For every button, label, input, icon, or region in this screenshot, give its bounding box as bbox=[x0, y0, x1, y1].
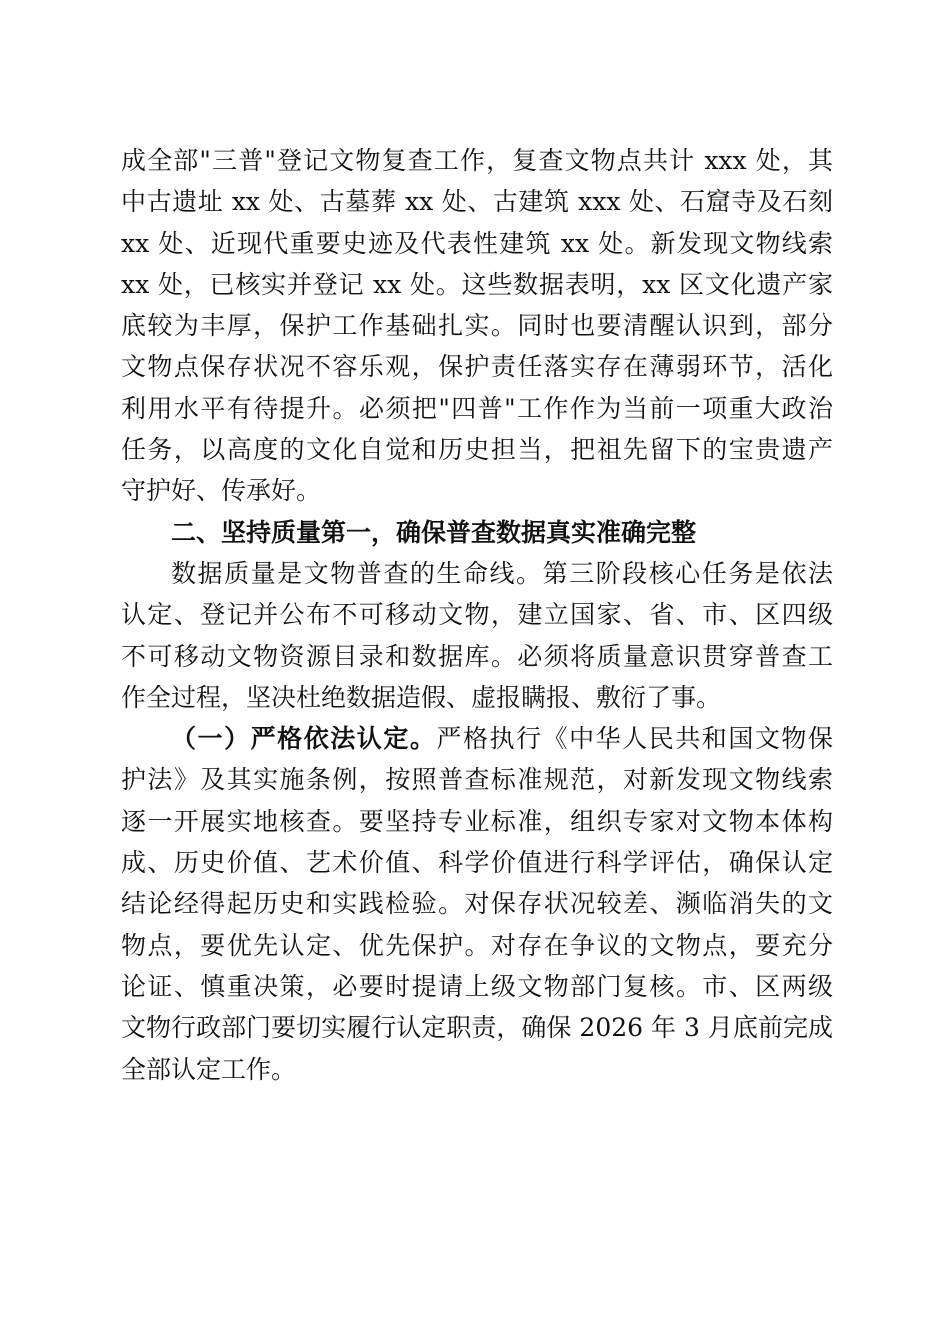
text-line: 守护好、传承好。 bbox=[121, 476, 322, 506]
paragraph-2 bbox=[121, 553, 833, 718]
document-body bbox=[121, 140, 833, 1090]
text-line: 文物点保存状况不容乐观，保护责任落实存在薄弱环节，活化 bbox=[121, 352, 833, 382]
text-line bbox=[121, 718, 833, 759]
subsection-lead: （一）严格依法认定。 bbox=[171, 724, 437, 754]
paragraph-1 bbox=[121, 140, 833, 512]
text-line: 结论经得起历史和实践检验。对保存状况较差、濒临消失的文 bbox=[121, 889, 833, 919]
text-line: 成全部"三普"登记文物复查工作，复查文物点共计 xxx 处，其 bbox=[121, 146, 833, 175]
text-line: xx 处、近现代重要史迹及代表性建筑 xx 处。新发现文物线索 bbox=[121, 228, 833, 258]
text-line: 成、历史价值、艺术价值、科学价值进行科学评估，确保认定 bbox=[121, 848, 833, 878]
text-line: 论证、慎重决策，必要时提请上级文物部门复核。市、区两级 bbox=[121, 971, 833, 1001]
paragraph-3 bbox=[121, 718, 833, 1090]
text-line: 认定、登记并公布不可移动文物，建立国家、省、市、区四级 bbox=[121, 600, 833, 630]
text-line: 利用水平有待提升。必须把"四普"工作作为当前一项重大政治 bbox=[121, 393, 833, 423]
section-heading-2: 二、坚持质量第一，确保普查数据真实准确完整 bbox=[171, 517, 697, 547]
text-line: 作全过程，坚决杜绝数据造假、虚报瞒报、敷衍了事。 bbox=[121, 682, 722, 712]
text-line: 护法》及其实施条例，按照普查标准规范，对新发现文物线索 bbox=[121, 765, 833, 795]
text-line: 逐一开展实地核查。要坚持专业标准，组织专家对文物本体构 bbox=[121, 806, 833, 836]
text-line: 任务，以高度的文化自觉和历史担当，把祖先留下的宝贵遗产 bbox=[121, 435, 833, 465]
text-line: 物点，要优先认定、优先保护。对存在争议的文物点，要充分 bbox=[121, 930, 833, 960]
text-line: 中古遗址 xx 处、古墓葬 xx 处、古建筑 xxx 处、石窟寺及石刻 bbox=[121, 187, 833, 217]
text-line: xx 处，已核实并登记 xx 处。这些数据表明，xx 区文化遗产家 bbox=[121, 269, 833, 299]
text-line: 全部认定工作。 bbox=[121, 1054, 297, 1084]
text-line: 不可移动文物资源目录和数据库。必须将质量意识贯穿普查工 bbox=[121, 641, 833, 671]
text-line: 文物行政部门要切实履行认定职责，确保 2026 年 3 月底前完成 bbox=[121, 1013, 833, 1043]
text-line: 数据质量是文物普查的生命线。第三阶段核心任务是依法 bbox=[171, 558, 833, 588]
text-line: 底较为丰厚，保护工作基础扎实。同时也要清醒认识到，部分 bbox=[121, 311, 833, 341]
text-fragment: 严格执行《中华人民共和国文物保 bbox=[436, 724, 833, 754]
